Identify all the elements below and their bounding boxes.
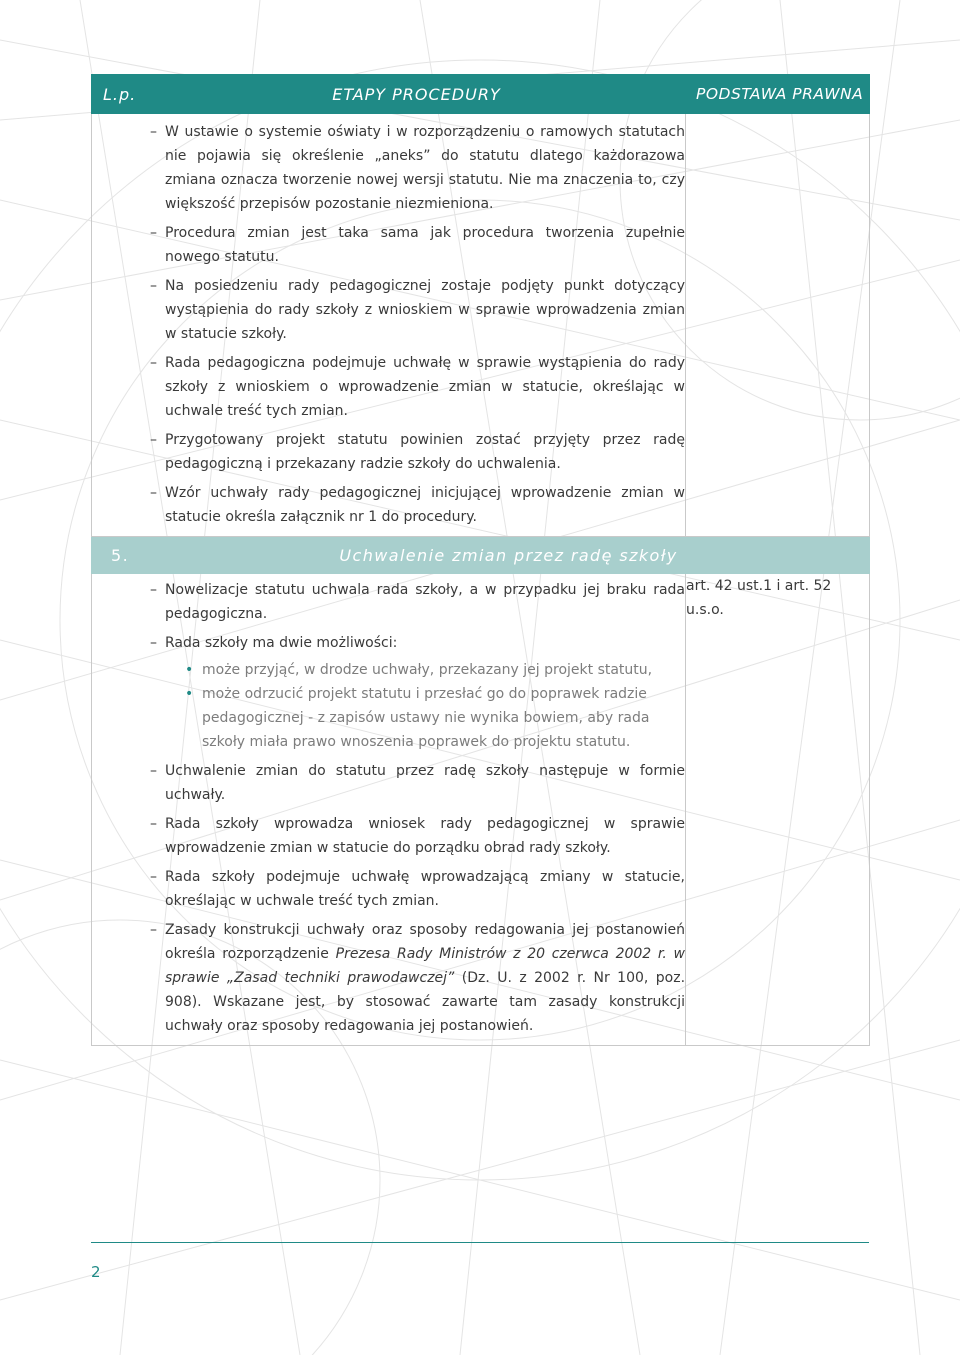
header-podstawa-prawna: PODSTAWA PRAWNA bbox=[686, 75, 870, 114]
section-number: 5. bbox=[92, 537, 148, 574]
footer-divider bbox=[91, 1242, 869, 1243]
table-row bbox=[92, 574, 870, 1046]
list-item: – Wzór uchwały rady pedagogicznej inicjującej wprowadzenie zmian w statucie określa załącznik nr 1 do procedury. bbox=[92, 481, 685, 529]
list-item: – Przygotowany projekt statutu powinien zostać przyjęty przez radę pedagogiczną i przekazany radzie szkoły do uchwalenia. bbox=[92, 428, 685, 476]
bullet-item: • może przyjąć, w drodze uchwały, przekazany jej projekt statutu, bbox=[165, 658, 685, 682]
list-item: – Rada szkoły podejmuje uchwałę wprowadzającą zmiany w statucie, określając w uchwale treść tych zmian. bbox=[92, 865, 685, 913]
dash-list bbox=[92, 120, 685, 529]
table-row bbox=[92, 114, 870, 537]
legal-basis-cell: art. 42 ust.1 i art. 52 u.s.o. bbox=[686, 574, 870, 1046]
header-lp: L.p. bbox=[92, 75, 148, 114]
list-item: – Nowelizacje statutu uchwala rada szkoły, a w przypadku jej braku rada pedagogiczna. bbox=[92, 578, 685, 626]
list-item bbox=[92, 918, 685, 1038]
section-header-row bbox=[92, 537, 870, 574]
list-item-intro: Rada szkoły ma dwie możliwości: bbox=[165, 635, 398, 651]
procedure-page bbox=[91, 74, 869, 1046]
bullet-item: • może odrzucić projekt statutu i przesłać go do poprawek radzie pedagogicznej - z zapisów ustawy nie wynika bowiem, aby rada szkoły miała prawo wnoszenia poprawek do projektu statutu. bbox=[165, 682, 685, 754]
list-item: – Uchwalenie zmian do statutu przez radę szkoły następuje w formie uchwały. bbox=[92, 759, 685, 807]
bullet-list bbox=[165, 658, 685, 754]
header-etapy-procedury: ETAPY PROCEDURY bbox=[148, 75, 686, 114]
regulation-text-end: (Dz. U. z 2002 r. Nr 100, poz. 908). Wskazane jest, by stosować zawarte tam zasady konstrukcji uchwały oraz sposoby redagowania jej postanowień. bbox=[165, 970, 686, 1034]
page-number: 2 bbox=[91, 1263, 101, 1281]
list-item: – Na posiedzeniu rady pedagogicznej zostaje podjęty punkt dotyczący wystąpienia do rady szkoły z wnioskiem w sprawie wprowadzenia zmian w statucie szkoły. bbox=[92, 274, 685, 346]
procedure-table bbox=[91, 74, 870, 1046]
list-item: – Rada pedagogiczna podejmuje uchwałę w sprawie wystąpienia do rady szkoły z wnioskiem o wprowadzenie zmian w statucie, określając w uchwale treść tych zmian. bbox=[92, 351, 685, 423]
procedure-steps-cell bbox=[92, 114, 686, 537]
table-header-row bbox=[92, 75, 870, 114]
list-item: – Rada szkoły wprowadza wniosek rady pedagogicznej w sprawie wprowadzenie zmian w statucie do porządku obrad rady szkoły. bbox=[92, 812, 685, 860]
regulation-title: Prezesa Rady Ministrów z 20 czerwca 2002 r. w sprawie „Zasad techniki prawodawczej” bbox=[165, 946, 685, 986]
list-item: – W ustawie o systemie oświaty i w rozporządzeniu o ramowych statutach nie pojawia się określenie „aneks” do statutu dlatego każdorazowa zmiana oznacza tworzenie nowej wersji statutu. Nie ma znaczenia to, czy większość przepisów pozostanie niezmieniona. bbox=[92, 120, 685, 216]
procedure-steps-cell bbox=[92, 574, 686, 1046]
section-title: Uchwalenie zmian przez radę szkoły bbox=[148, 537, 870, 574]
regulation-text-start: Zasady konstrukcji uchwały oraz sposoby redagowania jej postanowień określa rozporządzenie bbox=[165, 922, 685, 962]
list-item: – Procedura zmian jest taka sama jak procedura tworzenia zupełnie nowego statutu. bbox=[92, 221, 685, 269]
list-item bbox=[92, 631, 685, 754]
dash-list bbox=[92, 578, 685, 1038]
legal-basis-cell bbox=[686, 114, 870, 537]
